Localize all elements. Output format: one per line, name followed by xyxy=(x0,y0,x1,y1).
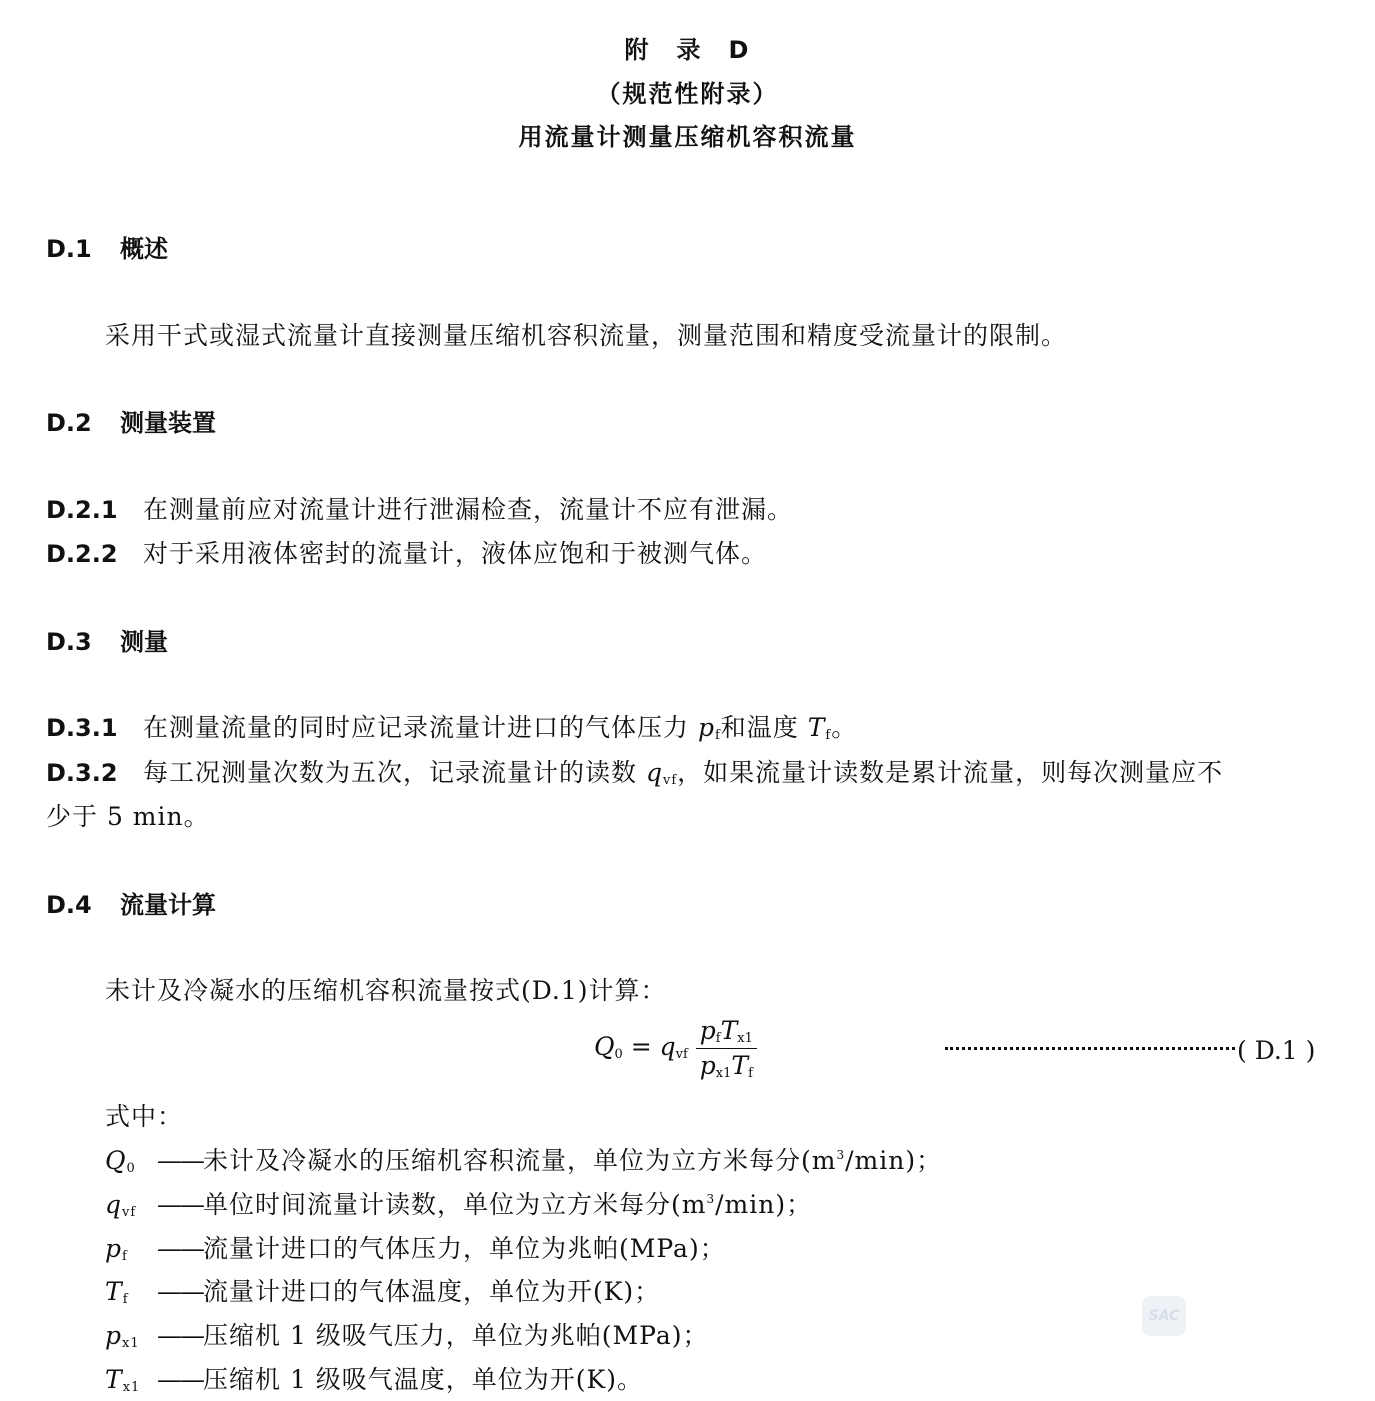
definition-text: 流量计进口的气体压力，单位为兆帕(MPa)； xyxy=(203,1234,726,1263)
subscript-f: f xyxy=(715,1031,721,1046)
definition-dash: —— xyxy=(157,1190,203,1219)
subscript-0: 0 xyxy=(614,1047,623,1062)
definition-text: 流量计进口的气体温度，单位为开(K)； xyxy=(203,1277,661,1306)
paragraph-d4: 未计及冷凝水的压缩机容积流量按式(D.1)计算： xyxy=(105,976,667,1005)
definition-dash: —— xyxy=(157,1234,203,1263)
section-heading-d2 xyxy=(46,403,216,438)
fraction-numerator xyxy=(696,1016,757,1049)
subscript-x1: x1 xyxy=(715,1066,732,1081)
section-heading-d1 xyxy=(46,229,168,264)
symbol: Q xyxy=(105,1146,127,1175)
unit-superscript: 3 xyxy=(706,1192,716,1206)
subscript-f: f xyxy=(714,728,721,743)
clause-d3-1 xyxy=(46,708,857,744)
where-label: 式中： xyxy=(105,1102,184,1131)
fraction xyxy=(696,1016,757,1081)
clause-d2-1 xyxy=(46,490,793,526)
paragraph-d1: 采用干式或湿式流量计直接测量压缩机容积流量，测量范围和精度受流量计的限制。 xyxy=(105,321,1068,350)
definition-dash: —— xyxy=(157,1146,203,1175)
definition-text: 压缩机 1 级吸气温度，单位为开(K)。 xyxy=(203,1365,643,1394)
definition-row xyxy=(105,1141,942,1177)
definition-text: 压缩机 1 级吸气压力，单位为兆帕(MPa)； xyxy=(203,1321,709,1350)
symbol: q xyxy=(105,1190,123,1219)
section-number: D.3 xyxy=(46,628,92,656)
definition-symbol xyxy=(105,1365,157,1395)
definition-text: 未计及冷凝水的压缩机容积流量，单位为立方米每分(m xyxy=(203,1146,837,1175)
clause-text: 在测量前应对流量计进行泄漏检查，流量计不应有泄漏。 xyxy=(143,495,794,524)
symbol: T xyxy=(105,1365,123,1394)
definition-dash: —— xyxy=(157,1321,203,1350)
clause-number: D.3.2 xyxy=(46,759,118,787)
definition-tail: /min)； xyxy=(845,1146,943,1175)
equals-sign: = xyxy=(630,1032,652,1061)
symbol: T xyxy=(105,1277,123,1306)
subscript-x1: x1 xyxy=(737,1031,753,1046)
definition-dash: —— xyxy=(157,1365,203,1394)
clause-text-b: ，如果流量计读数是累计流量，则每次测量应不 xyxy=(677,758,1224,787)
definition-symbol xyxy=(105,1321,157,1351)
definition-symbol xyxy=(105,1146,157,1176)
appendix-title: 用流量计测量压缩机容积流量 xyxy=(518,123,857,151)
definition-row xyxy=(105,1229,726,1265)
definition-symbol xyxy=(105,1234,157,1264)
section-title: 概述 xyxy=(120,235,168,263)
section-title: 测量装置 xyxy=(120,409,216,437)
unit-superscript: 3 xyxy=(836,1148,846,1162)
subscript-f: f xyxy=(748,1066,753,1081)
section-number: D.2 xyxy=(46,409,92,437)
equation-number: ( D.1 ) xyxy=(1237,1036,1316,1065)
symbol-subscript: x1 xyxy=(122,1336,140,1351)
section-title: 流量计算 xyxy=(120,891,216,919)
subscript-vf: vf xyxy=(675,1047,688,1062)
fraction-denominator xyxy=(696,1049,757,1081)
symbol: p xyxy=(105,1234,123,1263)
appendix-type: （规范性附录） xyxy=(596,80,779,108)
appendix-heading: 附 录 D xyxy=(624,36,751,64)
symbol-T: T xyxy=(720,1016,738,1045)
sac-watermark-logo: SAC xyxy=(1142,1296,1186,1336)
clause-number: D.2.1 xyxy=(46,496,118,524)
clause-text-a: 每工况测量次数为五次，记录流量计的读数 xyxy=(143,758,646,787)
definition-row xyxy=(105,1272,660,1308)
clause-text-b: 和温度 xyxy=(720,713,808,742)
section-heading-d4 xyxy=(46,885,216,920)
symbol-T: T xyxy=(731,1051,749,1080)
symbol-subscript: f xyxy=(122,1292,129,1307)
clause-number: D.2.2 xyxy=(46,540,118,568)
definition-row xyxy=(105,1185,812,1221)
symbol-subscript: x1 xyxy=(122,1380,141,1395)
symbol-p: p xyxy=(699,1016,716,1045)
clause-d3-2-continuation: 少于 5 min。 xyxy=(46,802,210,831)
definition-row xyxy=(105,1316,709,1352)
symbol: p xyxy=(105,1321,123,1350)
section-heading-d3 xyxy=(46,622,168,657)
symbol-subscript: vf xyxy=(122,1205,137,1220)
subscript-f: f xyxy=(825,728,832,743)
clause-text-a: 在测量流量的同时应记录流量计进口的气体压力 xyxy=(143,713,698,742)
symbol-q: q xyxy=(659,1032,676,1061)
section-number: D.1 xyxy=(46,235,92,263)
definition-row xyxy=(105,1360,643,1396)
symbol-p: p xyxy=(699,1051,716,1080)
clause-d3-2 xyxy=(46,753,1223,789)
symbol-q: q xyxy=(645,758,663,787)
definition-symbol xyxy=(105,1190,157,1220)
section-number: D.4 xyxy=(46,891,92,919)
clause-number: D.3.1 xyxy=(46,714,118,742)
section-title: 测量 xyxy=(120,628,168,656)
equation-leader-dots xyxy=(945,1047,1235,1050)
clause-text: 对于采用液体密封的流量计，液体应饱和于被测气体。 xyxy=(143,539,768,568)
symbol-p: p xyxy=(697,713,715,742)
definition-tail: /min)； xyxy=(715,1190,813,1219)
clause-text-c: 。 xyxy=(831,713,858,742)
definition-text: 单位时间流量计读数，单位为立方米每分(m xyxy=(203,1190,707,1219)
definition-symbol xyxy=(105,1277,157,1307)
subscript-vf: vf xyxy=(662,773,678,788)
symbol-T: T xyxy=(807,713,826,742)
symbol-subscript: 0 xyxy=(126,1161,136,1176)
symbol-subscript: f xyxy=(122,1249,128,1264)
definition-dash: —— xyxy=(157,1277,203,1306)
symbol-Q: Q xyxy=(594,1032,615,1061)
equation-d1 xyxy=(594,1016,757,1081)
clause-d2-2 xyxy=(46,534,767,570)
